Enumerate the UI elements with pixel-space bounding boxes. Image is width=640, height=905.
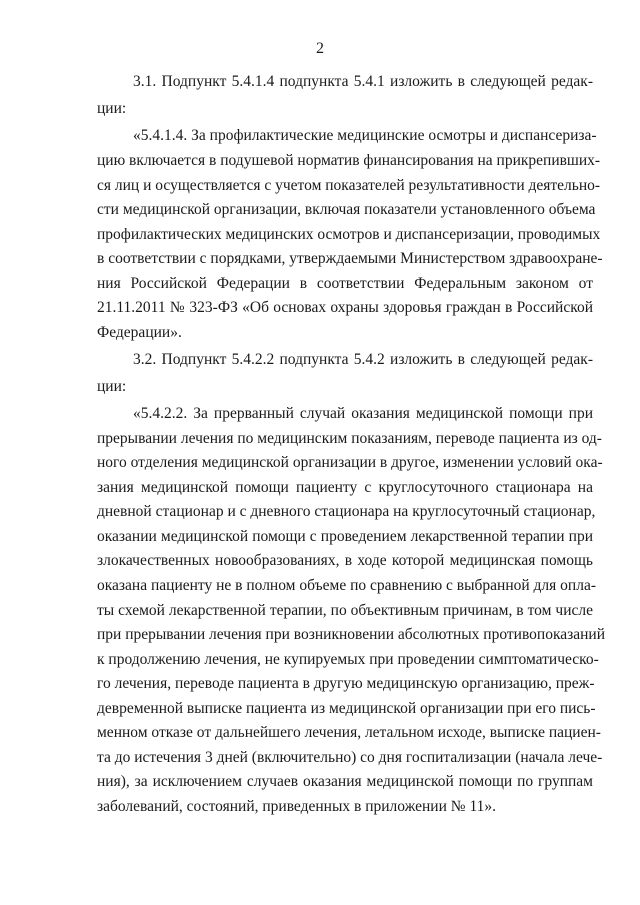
text-line: зания медицинской помощи пациенту с круглосуточного стационара на xyxy=(97,479,593,496)
text-line: девременной выписке пациента из медицинской организации при его пись- xyxy=(97,700,596,717)
text-line: профилактических медицинских осмотров и диспансеризации, проводимых xyxy=(97,226,601,243)
text-line: ции: xyxy=(97,100,127,117)
text-line: 3.1. Подпункт 5.4.1.4 подпункта 5.4.1 изложить в следующей редак- xyxy=(133,73,593,90)
text-line: сти медицинской организации, включая показатели установленного объема xyxy=(97,201,596,218)
text-line: ся лиц и осуществляется с учетом показателей результативности деятельно- xyxy=(97,177,601,194)
text-line: к продолжению лечения, не купируемых при проведении симптоматическо- xyxy=(97,651,599,668)
text-line: заболеваний, состояний, приведенных в приложении № 11». xyxy=(97,798,496,815)
text-line: ния), за исключением случаев оказания медицинской помощи по группам xyxy=(97,773,593,790)
text-line: ного отделения медицинской организации в другое, изменении условий ока- xyxy=(97,454,603,471)
text-line: менном отказе от дальнейшего лечения, летальном исходе, выписке пациен- xyxy=(97,724,601,741)
text-line: при прерывании лечения при возникновении абсолютных противопоказаний xyxy=(97,626,606,643)
text-line: го лечения, переводе пациента в другую медицинскую организацию, преж- xyxy=(97,675,595,692)
text-line: оказана пациенту не в полном объеме по сравнению с выбранной для опла- xyxy=(97,577,596,594)
text-line: цию включается в подушевой норматив финансирования на прикрепивших- xyxy=(97,152,601,169)
text-line: «5.4.2.2. За прерванный случай оказания медицинской помощи при xyxy=(133,405,593,422)
text-line: Федерации». xyxy=(97,324,182,341)
text-line: оказании медицинской помощи с проведением лекарственной терапии при xyxy=(97,528,593,545)
text-line: 21.11.2011 № 323-ФЗ «Об основах охраны здоровья граждан в Российской xyxy=(97,299,593,316)
text-line: прерывании лечения по медицинским показаниям, переводе пациента из од- xyxy=(97,430,602,447)
page-number: 2 xyxy=(316,40,324,57)
text-line: ции: xyxy=(97,378,127,395)
text-line: в соответствии с порядками, утверждаемыми Министерством здравоохране- xyxy=(97,250,603,267)
text-line: ния Российской Федерации в соответствии Федеральным законом от xyxy=(97,275,593,292)
text-line: дневной стационар и с дневного стационара на круглосуточный стационар, xyxy=(97,503,596,520)
text-line: ты схемой лекарственной терапии, по объективным причинам, в том числе xyxy=(97,602,593,619)
text-line: та до истечения 3 дней (включительно) со дня госпитализации (начала лече- xyxy=(97,749,603,766)
text-line: 3.2. Подпункт 5.4.2.2 подпункта 5.4.2 изложить в следующей редак- xyxy=(133,351,593,368)
text-line: «5.4.1.4. За профилактические медицинские осмотры и диспансериза- xyxy=(133,127,597,144)
text-line: злокачественных новообразованиях, в ходе которой медицинская помощь xyxy=(97,552,593,569)
